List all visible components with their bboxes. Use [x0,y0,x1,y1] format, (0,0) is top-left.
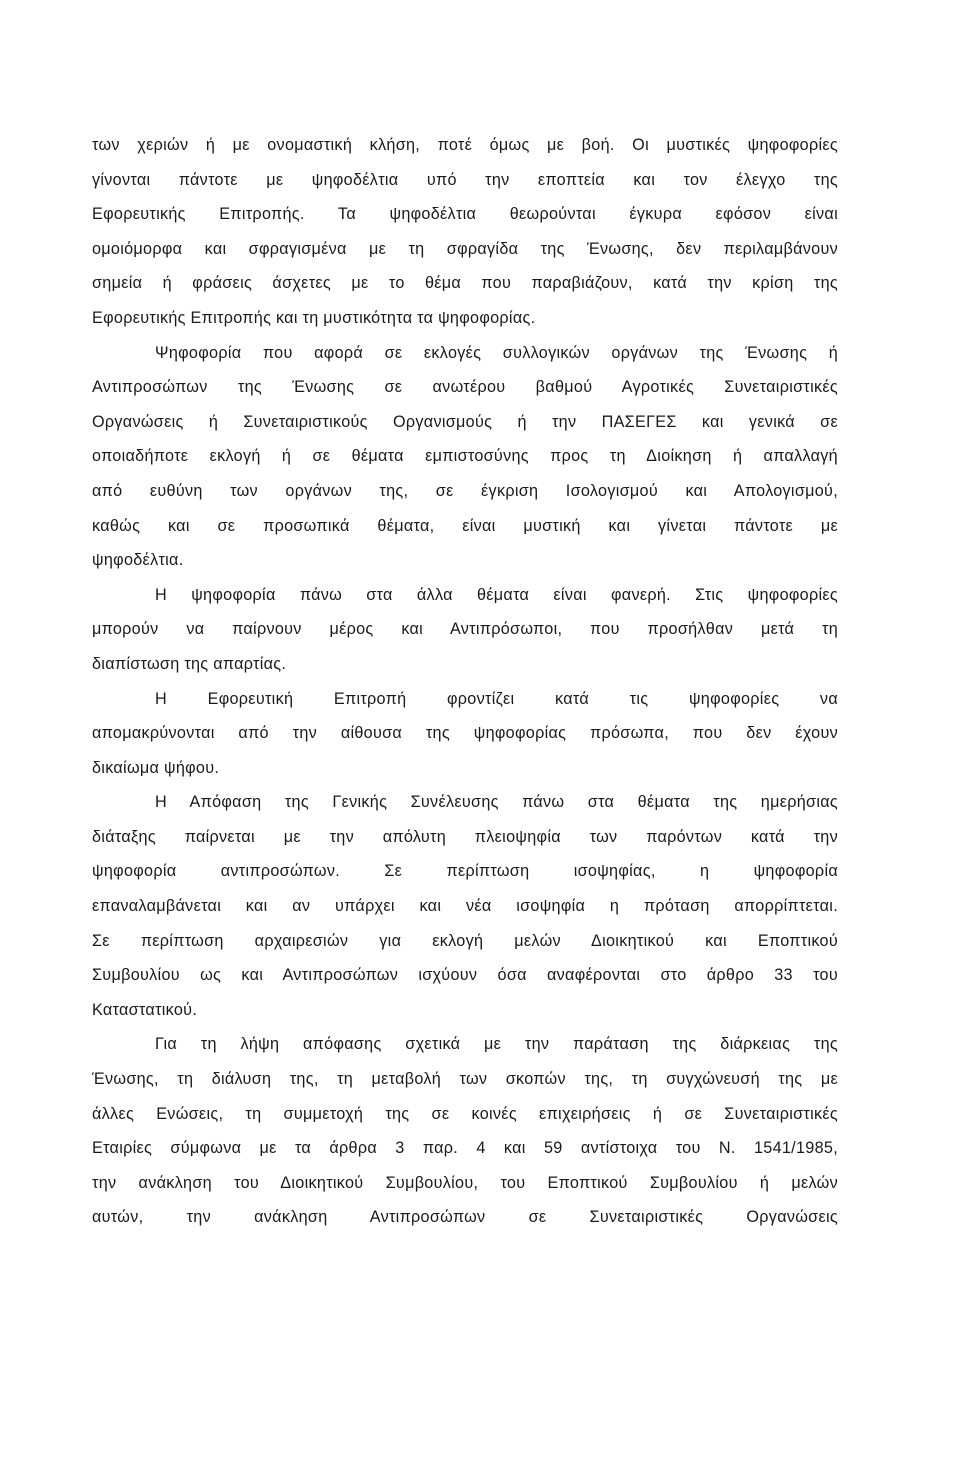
text-line: από ευθύνη των οργάνων της, σε έγκριση Ισολογισμού και Απολογισμού, [92,481,838,500]
text-line: σημεία ή φράσεις άσχετες με το θέμα που παραβιάζουν, κατά την κρίση της [92,274,838,293]
text-line: καθώς και σε προσωπικά θέματα, είναι μυστική και γίνεται πάντοτε με [92,516,838,535]
text-line: αυτών, την ανάκληση Αντιπροσώπων σε Συνεταιριστικές Οργανώσεις [92,1208,838,1227]
text-line: Εταιρίες σύμφωνα με τα άρθρα 3 παρ. 4 και 59 αντίστοιχα του Ν. 1541/1985, [92,1139,838,1158]
text-line: διαπίστωση της απαρτίας. [92,654,287,673]
text-line: Ένωσης, τη διάλυση της, τη μεταβολή των σκοπών της, τη συγχώνευσή της με [92,1070,838,1089]
text-line: άλλες Ενώσεις, τη συμμετοχή της σε κοινές επιχειρήσεις ή σε Συνεταιριστικές [92,1104,838,1123]
text-line: Αντιπροσώπων της Ένωσης σε ανωτέρου βαθμού Αγροτικές Συνεταιριστικές [92,378,838,397]
text-line: των χεριών ή με ονομαστική κλήση, ποτέ όμως με βοή. Οι μυστικές ψηφοφορίες [92,136,838,154]
text-line: Οργανώσεις ή Συνεταιριστικούς Οργανισμούς ή την ΠΑΣΕΓΕΣ και γενικά σε [92,412,838,431]
text-line: επαναλαμβάνεται και αν υπάρχει και νέα ισοψηφία η πρόταση απορρίπτεται. [92,897,838,916]
text-line: ψηφοδέλτια. [92,551,184,570]
text-line: διάταξης παίρνεται με την απόλυτη πλειοψηφία των παρόντων κατά την [92,827,838,846]
text-line: Σε περίπτωση αρχαιρεσιών για εκλογή μελών Διοικητικού και Εποπτικού [92,931,838,950]
text-line: γίνονται πάντοτε με ψηφοδέλτια υπό την εποπτεία και τον έλεγχο της [92,170,838,189]
paragraph-start-line: Η Απόφαση της Γενικής Συνέλευσης πάνω στα θέματα της ημερήσιας [155,793,838,812]
text-line: Εφορευτικής Επιτροπής. Τα ψηφοδέλτια θεωρούνται έγκυρα εφόσον είναι [92,205,838,224]
text-line: ψηφοφορία αντιπροσώπων. Σε περίπτωση ισοψηφίας, η ψηφοφορία [92,862,838,881]
paragraph-start-line: Η Εφορευτική Επιτροπή φροντίζει κατά τις ψηφοφορίες να [155,689,838,708]
paragraph-start-line: Η ψηφοφορία πάνω στα άλλα θέματα είναι φανερή. Στις ψηφοφορίες [155,585,838,604]
text-line: μπορούν να παίρνουν μέρος και Αντιπρόσωποι, που προσήλθαν μετά τη [92,620,838,639]
text-line: Καταστατικού. [92,1000,198,1019]
paragraph-start-line: Για τη λήψη απόφασης σχετικά με την παράταση της διάρκειας της [155,1035,838,1054]
text-line: οποιαδήποτε εκλογή ή σε θέματα εμπιστοσύνης προς τη Διοίκηση ή απαλλαγή [92,447,838,466]
document-body [92,128,838,1235]
text-line: Εφορευτικής Επιτροπής και τη μυστικότητα τα ψηφοφορίας. [92,308,536,327]
text-line: ομοιόμορφα και σφραγισμένα με τη σφραγίδα της Ένωσης, δεν περιλαμβάνουν [92,239,838,258]
text-line: απομακρύνονται από την αίθουσα της ψηφοφορίας πρόσωπα, που δεν έχουν [92,724,838,743]
text-line: την ανάκληση του Διοικητικού Συμβουλίου, του Εποπτικού Συμβουλίου ή μελών [92,1173,838,1192]
text-line: Συμβουλίου ως και Αντιπροσώπων ισχύουν όσα αναφέρονται στο άρθρο 33 του [92,966,838,985]
paragraph-start-line: Ψηφοφορία που αφορά σε εκλογές συλλογικών οργάνων της Ένωσης ή [155,343,838,362]
text-line: δικαίωμα ψήφου. [92,758,220,777]
